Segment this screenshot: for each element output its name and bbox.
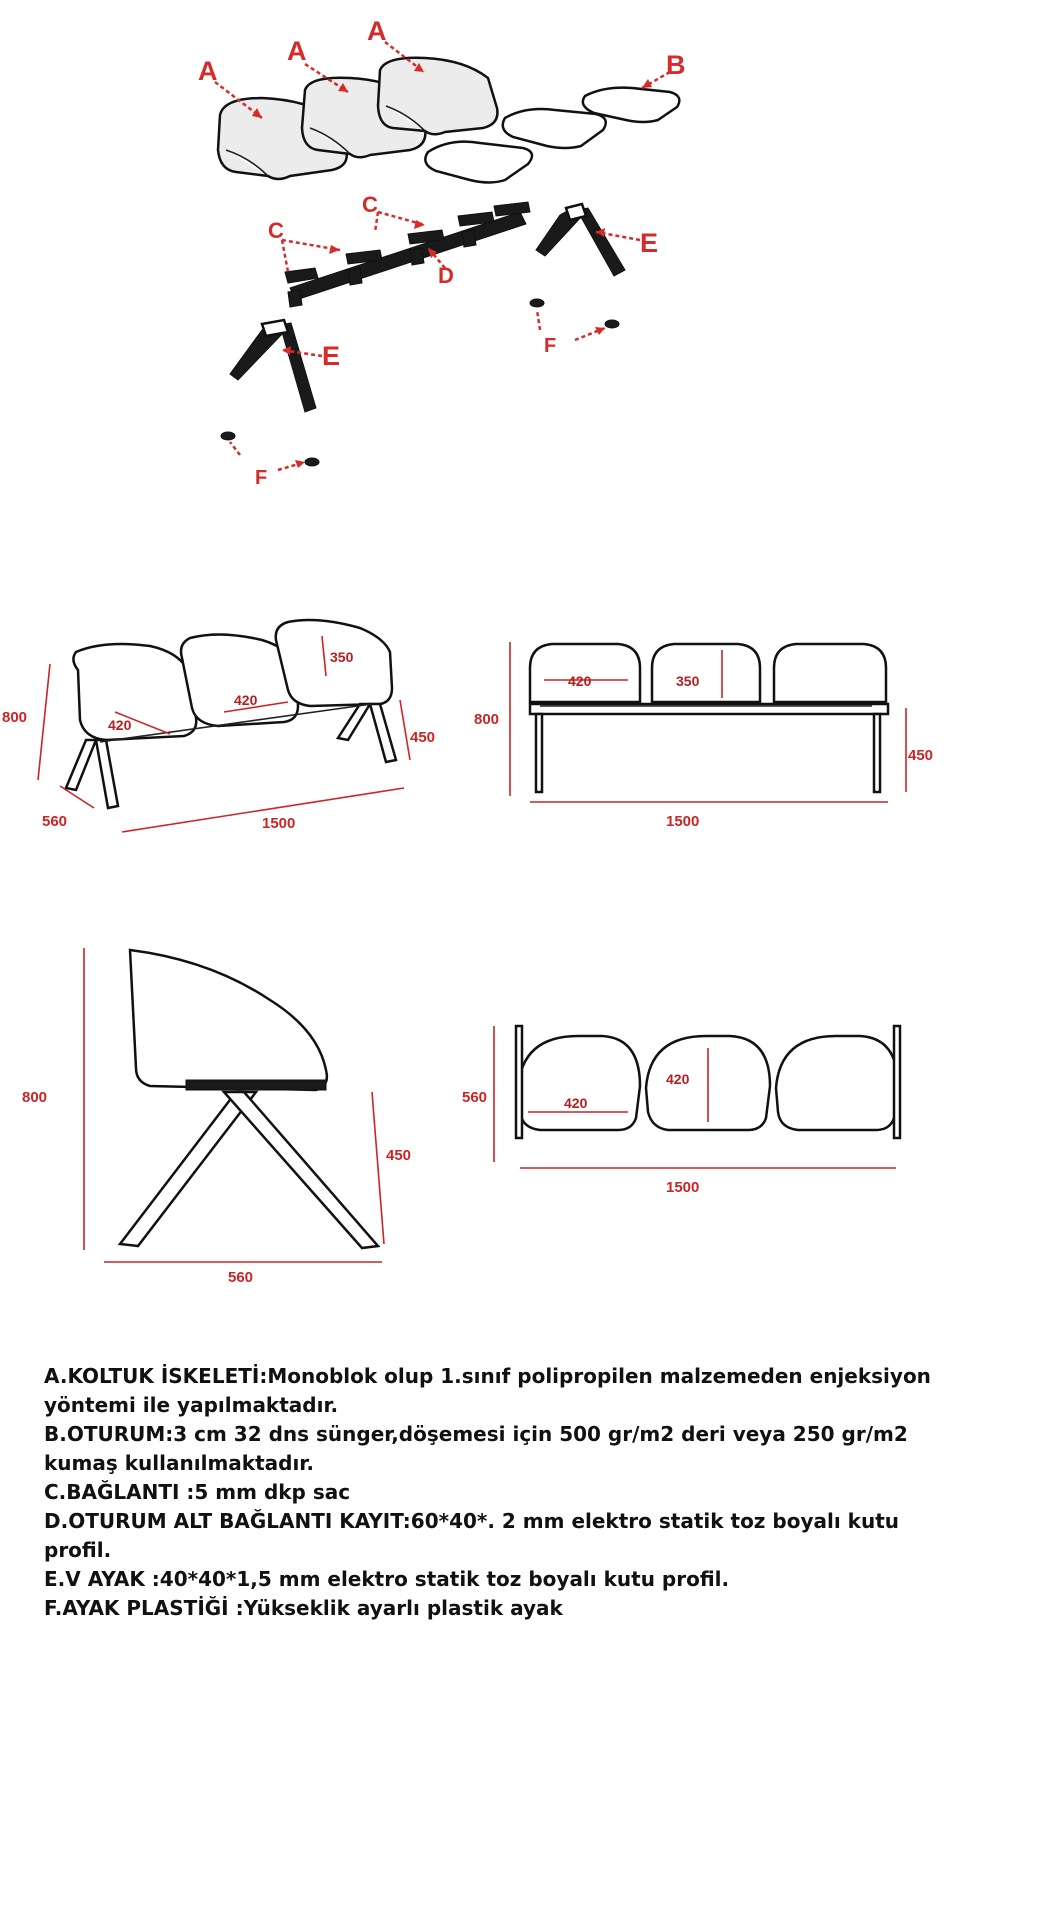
label-d: D [438,263,454,288]
label-e-1: E [640,228,659,258]
leg-plastic-3 [221,432,235,440]
label-a-3: A [367,16,387,46]
persp-seat-width-label: 420 [234,692,258,708]
spec-item-f [44,1594,1034,1623]
side-view [22,948,411,1286]
v-leg-left [230,320,316,412]
front-seat-width-label: 420 [568,673,592,689]
spec-item-b [44,1420,1034,1478]
top-view [462,1026,900,1196]
spec-line: profil. [44,1538,112,1562]
spec-line: kumaş kullanılmaktadır. [44,1451,314,1475]
top-depth-label: 560 [462,1089,488,1106]
front-view [474,642,933,830]
top-seat-depth-label: 420 [666,1071,690,1087]
front-height-label: 800 [474,711,500,728]
persp-depth-label: 560 [42,813,68,830]
persp-seat-height-label: 450 [410,729,436,746]
persp-back-height-label: 350 [330,649,354,665]
perspective-view [2,620,435,832]
spec-line: D.OTURUM ALT BAĞLANTI KAYIT:60*40*. 2 mm elektro statik toz boyalı kutu [44,1509,900,1533]
label-b: B [666,50,686,80]
front-seat-height-label: 450 [908,747,934,764]
seat-shell-3 [378,58,497,135]
side-depth-label: 560 [228,1269,254,1286]
spec-line: yöntemi ile yapılmaktadır. [44,1393,339,1417]
top-seat-width-label: 420 [564,1095,588,1111]
spec-item-c [44,1478,1034,1507]
label-c-1: C [268,218,284,243]
spec-item-e [44,1565,1034,1594]
specification-list [44,1362,1034,1623]
leg-plastic-1 [530,299,544,307]
spec-line: F.AYAK PLASTİĞİ :Yükseklik ayarlı plastik ayak [44,1596,563,1620]
persp-length-label: 1500 [262,815,296,832]
v-leg-right [536,204,625,276]
front-length-label: 1500 [666,813,700,830]
exploded-view [198,16,686,489]
seat-connection-beam [285,202,530,307]
front-back-height-label: 350 [676,673,700,689]
spec-line: B.OTURUM:3 cm 32 dns sünger,döşemesi için 500 gr/m2 deri veya 250 gr/m2 [44,1422,908,1446]
spec-line: A.KOLTUK İSKELETİ:Monoblok olup 1.sınıf polipropilen malzemeden enjeksiyon [44,1364,931,1388]
side-seat-height-label: 450 [386,1147,412,1164]
leg-plastic-4 [305,458,319,466]
spec-item-d [44,1507,1034,1565]
spec-line: C.BAĞLANTI :5 mm dkp sac [44,1480,351,1504]
seat-cushion-1 [425,142,532,183]
spec-line: E.V AYAK :40*40*1,5 mm elektro statik toz boyalı kutu profil. [44,1567,730,1591]
persp-height-label: 800 [2,709,28,726]
side-height-label: 800 [22,1089,48,1106]
leg-plastic-2 [605,320,619,328]
spec-item-a [44,1362,1034,1420]
top-length-label: 1500 [666,1179,700,1196]
label-f-1: F [544,335,557,357]
label-f-2: F [255,467,268,489]
seat-cushion-2 [503,109,606,148]
label-a-1: A [198,56,218,86]
label-e-2: E [322,341,341,371]
label-c-2: C [362,192,378,217]
label-a-2: A [287,36,307,66]
persp-seat-depth-label: 420 [108,717,132,733]
